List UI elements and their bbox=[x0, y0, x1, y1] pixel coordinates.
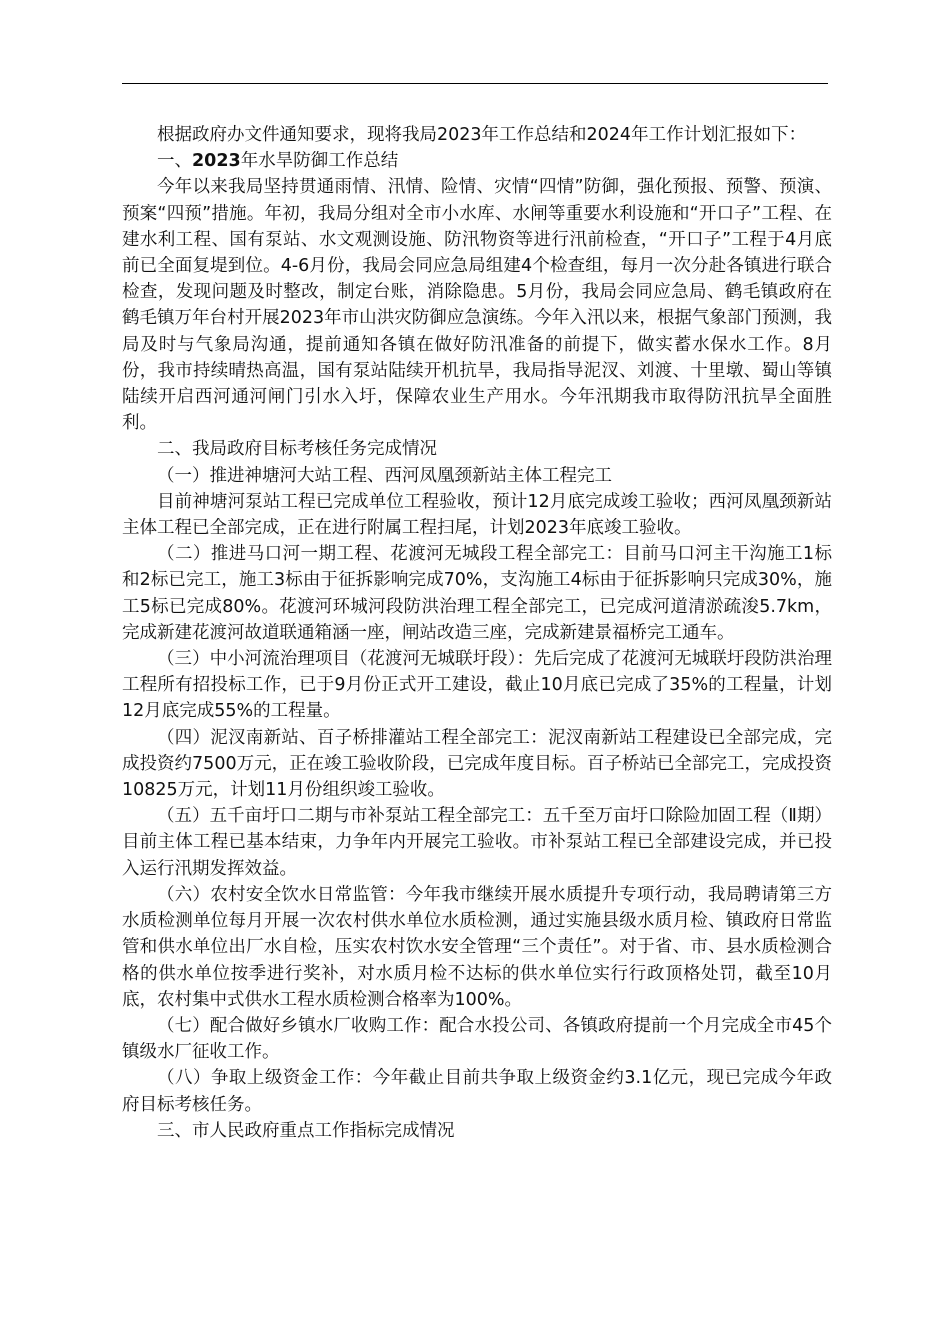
intro-paragraph: 根据政府办文件通知要求，现将我局2023年工作总结和2024年工作计划汇报如下： bbox=[157, 125, 807, 145]
section-2-item-8: （八）争取上级资金工作：今年截止目前共争取上级资金约3.1亿元，现已完成今年政府目标考核任务。 bbox=[122, 1068, 832, 1115]
section-2-item-4: （四）泥汊南新站、百子桥排灌站工程全部完工：泥汊南新站工程建设已全部完成，完成投资约7500万元，正在竣工验收阶段，已完成年度目标。百子桥站已全部完工，完成投资10825万元，计划11月份组织竣工验收。 bbox=[122, 727, 832, 801]
section-2-item-5: （五）五千亩圩口二期与市补泵站工程全部完工：五千至万亩圩口除险加固工程（Ⅱ期）目前主体工程已基本结束，力争年内开展完工验收。市补泵站工程已全部建设完成，并已投入运行汛期发挥效益。 bbox=[122, 806, 832, 879]
section-3-heading: 三、市人民政府重点工作指标完成情况 bbox=[157, 1120, 455, 1141]
section-2-item-3: （三）中小河流治理项目（花渡河无城联圩段）：先后完成了花渡河无城联圩段防洪治理工程所有招投标工作，已于9月份正式开工建设，截止10月底已完成了35%的工程量，计划12月底完成55%的工程量。 bbox=[122, 649, 832, 722]
section-2-heading: 二、我局政府目标考核任务完成情况 bbox=[157, 439, 437, 460]
section-1-year: 2023 bbox=[192, 151, 241, 172]
section-2-item-6: （六）农村安全饮水日常监管：今年我市继续开展水质提升专项行动，我局聘请第三方水质检测单位每月开展一次农村供水单位水质检测，通过实施县级水质月检、镇政府日常监管和供水单位出厂水自检，压实农村饮水安全管理“三个责任”。对于省、市、县水质检测合格的供水单位按季进行奖补，对水质月检不达标的供水单位实行行政顶格处罚，截至10月底，农村集中式供水工程水质检测合格率为100%。 bbox=[122, 884, 832, 1010]
section-2-item-7: （七）配合做好乡镇水厂收购工作：配合水投公司、各镇政府提前一个月完成全市45个镇级水厂征收工作。 bbox=[122, 1015, 832, 1063]
section-2-item-1-body: 目前神塘河泵站工程已完成单位工程验收，预计12月底完成竣工验收；西河凤凰颈新站主体工程已全部完成，正在进行附属工程扫尾，计划2023年底竣工验收。 bbox=[122, 491, 832, 539]
section-1-body: 今年以来我局坚持贯通雨情、汛情、险情、灾情“四情”防御，强化预报、预警、预演、预案“四预”措施。年初，我局分组对全市小水库、水闸等重要水利设施和“开口子”工程、在建水利工程、国有泵站、水文观测设施、防汛物资等进行汛前检查，“开口子”工程于4月底前已全面复堤到位。4-6月份，我局会同应急局组建4个检查组，每月一次分赴各镇进行联合检查，发现问题及时整改，制定台账，消除隐患。5月份，我局会同应急局、鹤毛镇政府在鹤毛镇万年台村开展2023年市山洪灾防御应急演练。今年入汛以来，根据气象部门预测，我局及时与气象局沟通，提前通知各镇在做好防汛准备的前提下，做实蓄水保水工作。8月份，我市持续晴热高温，国有泵站陆续开机抗旱，我局指导泥汊、刘渡、十里墩、蜀山等镇陆续开启西河通河闸门引水入圩，保障农业生产用水。今年汛期我市取得防汛抗旱全面胜利。 bbox=[122, 177, 832, 434]
header-rule bbox=[122, 83, 828, 84]
section-1-prefix: 一、 bbox=[157, 151, 192, 172]
section-1-title-rest: 年水旱防御工作总结 bbox=[240, 151, 399, 172]
section-2-item-1-title: （一）推进神塘河大站工程、西河凤凰颈新站主体工程完工 bbox=[157, 465, 612, 486]
section-1-heading bbox=[122, 148, 832, 174]
document-body bbox=[122, 122, 832, 1144]
section-2-item-2: （二）推进马口河一期工程、花渡河无城段工程全部完工：目前马口河主干沟施工1标和2标已完工，施工3标由于征拆影响完成70%，支沟施工4标由于征拆影响只完成30%，施工5标已完成80%。花渡河环城河段防洪治理工程全部完工，已完成河道清淤疏浚5.7km，完成新建花渡河故道联通箱涵一座，闸站改造三座，完成新建景福桥完工通车。 bbox=[122, 544, 832, 643]
